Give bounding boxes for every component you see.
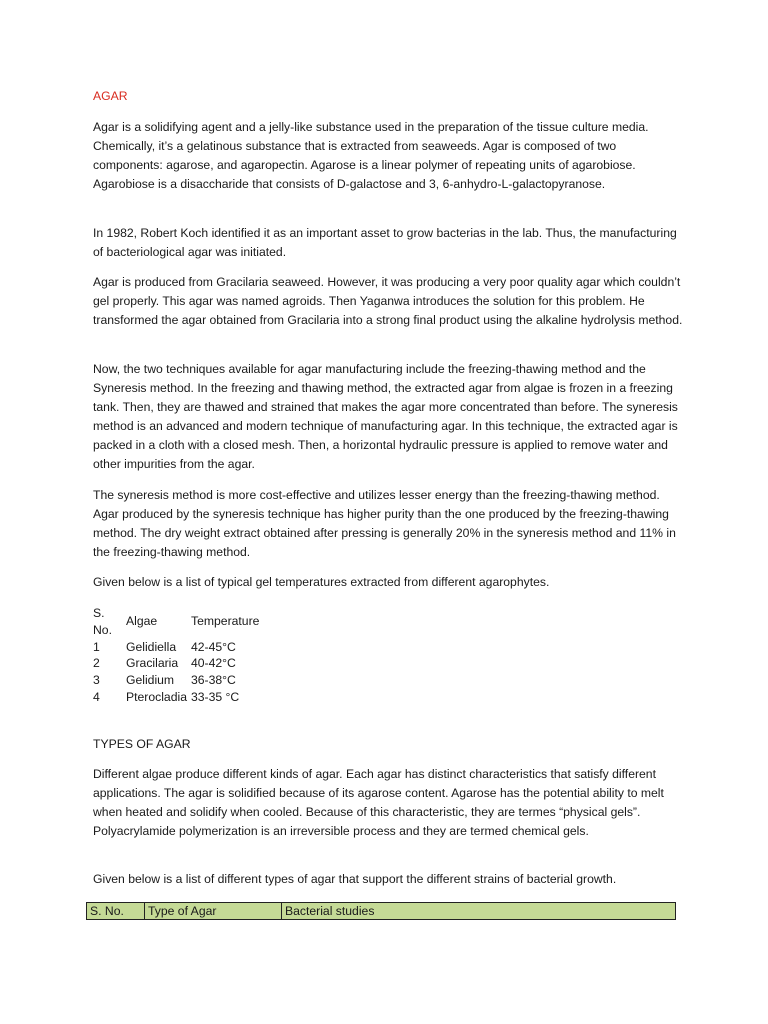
- paragraph-types: Different algae produce different kinds of agar. Each agar has distinct characteristics that satisfy different applications. The agar is solidified because of its agarose content. Agarose has the potential ability to melt when heated and solidify when cooled. Because of this characteristic, they are termes “physical gels”. Polyacrylamide polymerization is an irreversible process and they are termed chemical gels.: [93, 767, 664, 838]
- cell-temperature: 36-38°C: [191, 673, 236, 688]
- cell-temperature: 42-45°C: [191, 639, 236, 654]
- agar-types-table-header: [86, 902, 676, 920]
- cell-temperature: 40-42°C: [191, 656, 236, 671]
- header-bacterial-studies: Bacterial studies: [285, 904, 375, 918]
- header-type-of-agar: Type of Agar: [145, 903, 282, 919]
- header-sno: S. No.: [87, 903, 145, 919]
- cell-algae: Gracilaria: [126, 656, 179, 671]
- section-heading-types: TYPES OF AGAR: [93, 737, 191, 751]
- cell-temperature: 33-35 °C: [191, 689, 240, 704]
- cell-algae: Gelidium: [126, 673, 175, 688]
- paragraph-techniques: Now, the two techniques available for agar manufacturing include the freezing-thawing method and the Syneresis method. In the freezing and thawing method, the extracted agar from algae is frozen in a freezing tank. Then, they are thawed and strained that makes the agar more concentrated than before. The syneresis method is an advanced and modern technique of manufacturing agar. In this technique, the extracted agar is packed in a cloth with a closed mesh. Then, a horizontal hydraulic pressure is applied to remove water and other impurities from the agar.: [93, 362, 678, 471]
- table-row: [93, 689, 281, 706]
- header-temperature: Temperature: [191, 614, 260, 628]
- table-row: [93, 672, 281, 689]
- paragraph-intro: Agar is a solidifying agent and a jelly-like substance used in the preparation of the tissue culture media. Chemically, it’s a gelatinous substance that is extracted from seaweeds. Agar is composed of two components: agarose, and agaropectin. Agarose is a linear polymer of repeating units of agarobiose. Agarobiose is a disaccharide that consists of D-galactose and 3, 6-anhydro-L-galactopyranose.: [93, 120, 649, 191]
- cell-algae: Gelidiella: [126, 639, 177, 654]
- cell-sno: 3: [93, 673, 100, 688]
- cell-algae: Pterocladia: [126, 689, 187, 704]
- cell-sno: 2: [93, 656, 100, 671]
- paragraph-types-intro: Given below is a list of different types of agar that support the different strains of bacterial growth.: [93, 872, 617, 886]
- table-row: [93, 639, 281, 656]
- header-algae: Algae: [126, 614, 158, 628]
- paragraph-syneresis: The syneresis method is more cost-effective and utilizes lesser energy than the freezing-thawing method. Agar produced by the syneresis technique has higher purity than the one produced by the freezing-thawing method. The dry weight extract obtained after pressing is generally 20% in the syneresis method and 11% in the freezing-thawing method.: [93, 488, 676, 559]
- table-row: [93, 655, 281, 672]
- paragraph-production: Agar is produced from Gracilaria seaweed. However, it was producing a very poor quality agar which couldn’t gel properly. This agar was named agroids. Then Yaganwa introduces the solution for this problem. He transformed the agar obtained from Gracilaria into a strong final product using the alkaline hydrolysis method.: [93, 275, 683, 327]
- paragraph-gel-intro: Given below is a list of typical gel temperatures extracted from different agarophytes.: [93, 575, 550, 589]
- cell-sno: 1: [93, 639, 100, 654]
- header-sno: S. No.: [93, 606, 112, 637]
- gel-temperature-table: [93, 605, 281, 706]
- paragraph-history: In 1982, Robert Koch identified it as an important asset to grow bacterias in the lab. Thus, the manufacturing of bacteriological agar was initiated.: [93, 226, 677, 259]
- cell-sno: 4: [93, 689, 100, 704]
- document-title: AGAR: [93, 89, 128, 103]
- table-header-row: [93, 605, 281, 639]
